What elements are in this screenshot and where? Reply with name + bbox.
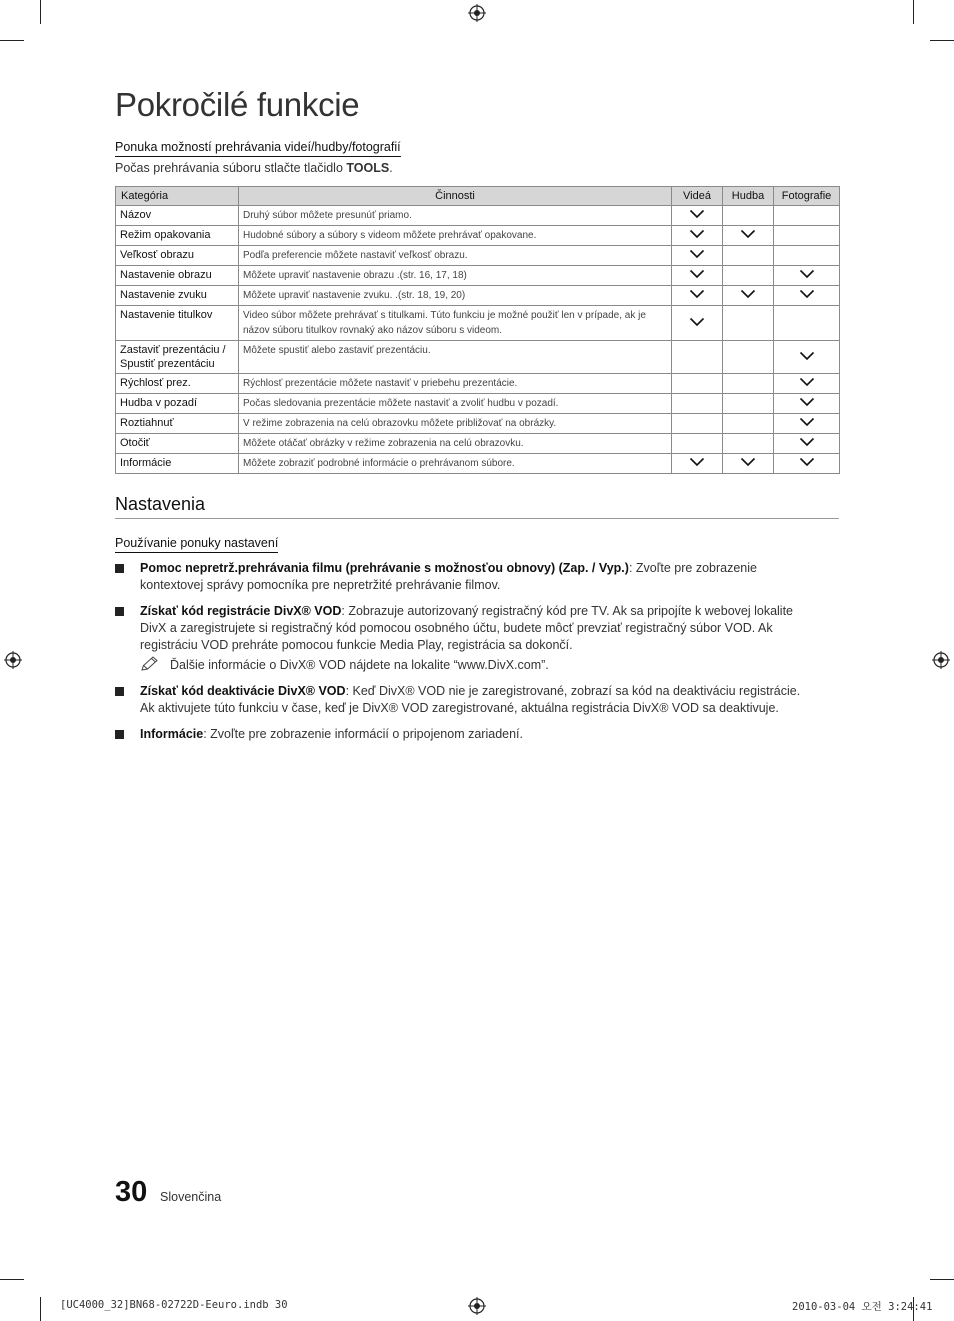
support-cell-photos [774, 341, 840, 374]
support-cell-music [723, 394, 774, 414]
description-cell: Rýchlosť prezentácie môžete nastaviť v priebehu prezentácie. [239, 374, 672, 394]
registration-mark-icon [468, 4, 486, 22]
crop-mark [930, 40, 954, 41]
support-cell-music [723, 306, 774, 341]
check-mark-icon [799, 269, 815, 279]
table-row [116, 434, 840, 454]
check-mark-icon [689, 289, 705, 299]
check-mark-icon [799, 351, 815, 361]
check-mark-icon [689, 249, 705, 259]
category-cell: Nastavenie titulkov [116, 306, 239, 341]
description-cell: Môžete spustiť alebo zastaviť prezentáciu. [239, 341, 672, 374]
table-row [116, 341, 840, 374]
square-bullet-icon [115, 687, 124, 696]
crop-mark [40, 0, 41, 24]
column-header-category: Kategória [116, 187, 239, 206]
support-cell-photos [774, 454, 840, 474]
list-item: Informácie: Zvoľte pre zobrazenie informácií o pripojenom zariadení. [115, 726, 815, 743]
support-cell-videos [672, 414, 723, 434]
category-cell: Režim opakovania [116, 226, 239, 246]
registration-mark-icon [932, 651, 950, 669]
column-header-photos: Fotografie [774, 187, 840, 206]
table-row [116, 226, 840, 246]
support-cell-videos [672, 394, 723, 414]
table-header-row [116, 187, 840, 206]
square-bullet-icon [115, 564, 124, 573]
category-cell: Otočiť [116, 434, 239, 454]
crop-mark [930, 1279, 954, 1280]
table-row [116, 454, 840, 474]
support-cell-music [723, 414, 774, 434]
table-row [116, 414, 840, 434]
description-cell: Hudobné súbory a súbory s videom môžete prehrávať opakovane. [239, 226, 672, 246]
support-cell-videos [672, 266, 723, 286]
check-mark-icon [799, 457, 815, 467]
list-item: Získať kód deaktivácie DivX® VOD: Keď DivX® VOD nie je zaregistrované, zobrazí sa kód na deaktiváciu registrácie. Ak aktivujete túto funkciu v čase, keď je DivX® VOD zaregistrované, aktuálna registrácia DivX® VOD sa deaktivuje. [115, 683, 815, 717]
category-cell: Veľkosť obrazu [116, 246, 239, 266]
description-cell: Počas sledovania prezentácie môžete nastaviť a zvoliť hudbu v pozadí. [239, 394, 672, 414]
section-title: Nastavenia [115, 494, 839, 519]
tools-button-label: TOOLS [346, 161, 390, 175]
category-cell: Informácie [116, 454, 239, 474]
page-title: Pokročilé funkcie [115, 86, 360, 123]
check-mark-icon [689, 209, 705, 219]
category-cell: Zastaviť prezentáciu / Spustiť prezentáciu [116, 341, 239, 374]
check-mark-icon [740, 289, 756, 299]
support-cell-music [723, 246, 774, 266]
playback-options-table [115, 186, 840, 474]
column-header-videos: Videá [672, 187, 723, 206]
check-mark-icon [689, 457, 705, 467]
category-cell: Názov [116, 206, 239, 226]
support-cell-photos [774, 306, 840, 341]
support-cell-photos [774, 434, 840, 454]
table-row [116, 206, 840, 226]
registration-mark-icon [4, 651, 22, 669]
support-cell-photos [774, 286, 840, 306]
category-cell: Nastavenie zvuku [116, 286, 239, 306]
crop-mark [0, 1279, 24, 1280]
print-slug-file: [UC4000_32]BN68-02722D-Eeuro.indb 30 [60, 1299, 288, 1311]
support-cell-photos [774, 414, 840, 434]
table-row [116, 394, 840, 414]
support-cell-music [723, 266, 774, 286]
table-row [116, 286, 840, 306]
table-row [116, 306, 840, 341]
table-row [116, 374, 840, 394]
description-cell: Môžete zobraziť podrobné informácie o prehrávanom súbore. [239, 454, 672, 474]
crop-mark [0, 40, 24, 41]
table-heading: Ponuka možností prehrávania videí/hudby/fotografií [115, 140, 401, 157]
category-cell: Nastavenie obrazu [116, 266, 239, 286]
note: Ďalšie informácie o DivX® VOD nájdete na lokalite “www.DivX.com”. [140, 657, 815, 674]
page-language: Slovenčina [160, 1190, 222, 1204]
support-cell-videos [672, 374, 723, 394]
category-cell: Hudba v pozadí [116, 394, 239, 414]
check-mark-icon [799, 417, 815, 427]
settings-subheading: Používanie ponuky nastavení [115, 536, 278, 553]
description-cell: Môžete otáčať obrázky v režime zobrazenia na celú obrazovku. [239, 434, 672, 454]
support-cell-music [723, 341, 774, 374]
page-number: 30 [115, 1176, 148, 1208]
settings-list [115, 560, 815, 752]
description-cell: Môžete upraviť nastavenie obrazu .(str. 16, 17, 18) [239, 266, 672, 286]
support-cell-photos [774, 206, 840, 226]
check-mark-icon [799, 377, 815, 387]
square-bullet-icon [115, 730, 124, 739]
category-cell: Rýchlosť prez. [116, 374, 239, 394]
pencil-icon [140, 656, 160, 672]
support-cell-videos [672, 454, 723, 474]
check-mark-icon [799, 289, 815, 299]
support-cell-photos [774, 394, 840, 414]
column-header-actions: Činnosti [239, 187, 672, 206]
check-mark-icon [689, 229, 705, 239]
support-cell-music [723, 454, 774, 474]
description-cell: Druhý súbor môžete presunúť priamo. [239, 206, 672, 226]
support-cell-music [723, 206, 774, 226]
support-cell-photos [774, 226, 840, 246]
check-mark-icon [799, 437, 815, 447]
crop-mark [40, 1297, 41, 1321]
check-mark-icon [689, 269, 705, 279]
column-header-music: Hudba [723, 187, 774, 206]
support-cell-videos [672, 206, 723, 226]
support-cell-music [723, 374, 774, 394]
support-cell-photos [774, 266, 840, 286]
table-row [116, 246, 840, 266]
description-cell: Podľa preferencie môžete nastaviť veľkosť obrazu. [239, 246, 672, 266]
support-cell-photos [774, 246, 840, 266]
list-item: Pomoc nepretrž.prehrávania filmu (prehrávanie s možnosťou obnovy) (Zap. / Vyp.): Zvoľte pre zobrazenie kontextovej správy pomocníka pre nepretržité prehrávanie filmov. [115, 560, 815, 594]
crop-mark [913, 0, 914, 24]
support-cell-videos [672, 306, 723, 341]
description-cell: V režime zobrazenia na celú obrazovku môžete približovať na obrázky. [239, 414, 672, 434]
check-mark-icon [689, 317, 705, 327]
description-cell: Video súbor môžete prehrávať s titulkami. Túto funkciu je možné použiť len v prípade, ak je názov súboru titulkov rovnaký ako názov súboru s videom. [239, 306, 672, 341]
check-mark-icon [740, 457, 756, 467]
intro-text: Počas prehrávania súboru stlačte tlačidlo TOOLS. [115, 161, 393, 175]
square-bullet-icon [115, 607, 124, 616]
support-cell-videos [672, 246, 723, 266]
support-cell-music [723, 434, 774, 454]
support-cell-videos [672, 226, 723, 246]
category-cell: Roztiahnuť [116, 414, 239, 434]
registration-mark-icon [468, 1297, 486, 1315]
support-cell-photos [774, 374, 840, 394]
support-cell-music [723, 226, 774, 246]
support-cell-videos [672, 341, 723, 374]
support-cell-videos [672, 434, 723, 454]
list-item: Získať kód registrácie DivX® VOD: Zobrazuje autorizovaný registračný kód pre TV. Ak sa pripojíte k webovej lokalite DivX a zaregistrujete si registračný kód pomocou osobného účtu, budete môcť prevziať registračný súbor VOD. Ak registráciu VOD prehráte pomocou funkcie Media Play, registrácia sa dokončí. Ďalšie informácie o DivX® VOD nájdete na lokalite “www.DivX.com”. [115, 603, 815, 674]
table-row [116, 266, 840, 286]
support-cell-music [723, 286, 774, 306]
support-cell-videos [672, 286, 723, 306]
print-slug-timestamp: 2010-03-04 오전 3:24:41 [792, 1301, 933, 1313]
check-mark-icon [740, 229, 756, 239]
check-mark-icon [799, 397, 815, 407]
description-cell: Môžete upraviť nastavenie zvuku. .(str. 18, 19, 20) [239, 286, 672, 306]
